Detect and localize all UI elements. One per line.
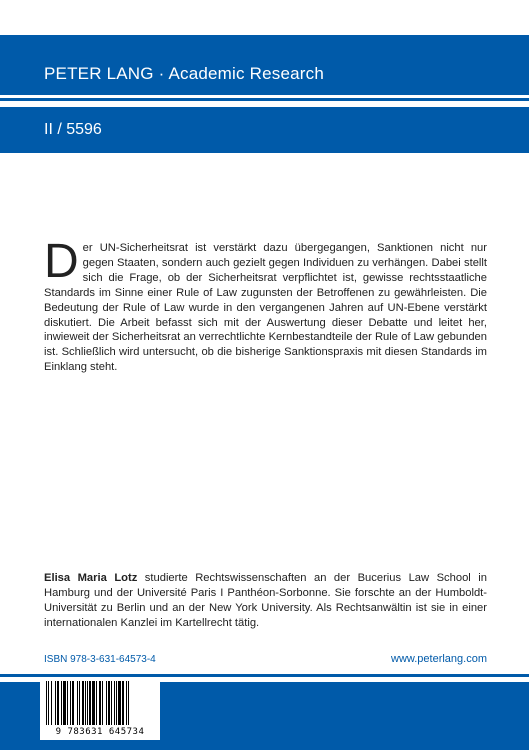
barcode-bar (61, 681, 62, 725)
blurb-text: er UN-Sicherheitsrat ist verstärkt dazu übergegangen, Sanktionen nicht nur gegen Staaten, sondern auch gezielt gegen Individuen zu verhängen. Dabei stellt sich die Frage, ob der Sicherheitsrat verpflichtet ist, gewisse rechtsstaatliche Standards im Sinne einer Rule of Law zugunsten der Betroffenen zu gewährleisten. Die Bedeutung der Rule of Law wurde in den vergangenen Jahren auf UN-Ebene verstärkt diskutiert. Die Arbeit befasst sich mit der Auswertung dieser Debatte und leitet her, inwieweit der Sicherheitsrat an verrechtlichte Kernbestandteile der Rule of Law gebunden ist. Schließlich wird untersucht, ob die bisherige Sanktionspraxis mit diesen Standards im Einklang steht. (44, 242, 487, 374)
book-blurb (44, 235, 487, 375)
series-number: II / 5596 (44, 121, 102, 138)
barcode-bar (99, 681, 101, 725)
footer-divider (0, 674, 529, 677)
barcode-bars (42, 681, 158, 727)
barcode-bar (116, 681, 117, 725)
barcode-bar (46, 681, 47, 725)
header-divider (0, 98, 529, 101)
author-bio (44, 571, 487, 631)
barcode-bar (128, 681, 129, 725)
barcode-bar (79, 681, 80, 725)
barcode-bar (89, 681, 91, 725)
barcode-bar (106, 681, 107, 725)
barcode-bar (67, 681, 68, 725)
barcode-bar (118, 681, 121, 725)
author-name: Elisa Maria Lotz (44, 572, 138, 584)
isbn: ISBN 978-3-631-64573-4 (44, 654, 156, 665)
barcode-bar (70, 681, 71, 725)
barcode-bar (111, 681, 112, 725)
barcode (40, 680, 160, 740)
barcode-digits: 9 783631 645734 (55, 727, 145, 737)
barcode-bar (87, 681, 88, 725)
header-band (0, 35, 529, 95)
barcode-bar (57, 681, 59, 725)
barcode-bar (82, 681, 84, 725)
barcode-bar (126, 681, 127, 725)
author-bio-text: studierte Rechtswissenschaften an der Bucerius Law School in Hamburg und der Université Paris I Panthéon-Sorbonne. Sie forschte an der Humboldt-Universität zu Berlin und an der New York University. Als Rechtsanwältin ist sie in einer internationalen Kanzlei im Kartellrecht tätig. (44, 572, 487, 629)
barcode-bar (96, 681, 97, 725)
drop-cap: D (44, 235, 79, 288)
barcode-bar (72, 681, 74, 725)
barcode-bar (77, 681, 78, 725)
barcode-bar (85, 681, 86, 725)
barcode-bar (122, 681, 124, 725)
barcode-bar (48, 681, 49, 725)
barcode-bar (102, 681, 103, 725)
barcode-bar (114, 681, 115, 725)
barcode-bar (108, 681, 110, 725)
publisher-website-link[interactable]: www.peterlang.com (391, 653, 487, 665)
barcode-bar (92, 681, 95, 725)
barcode-bar (63, 681, 66, 725)
series-band (0, 107, 529, 153)
barcode-bar (51, 681, 52, 725)
barcode-bar (55, 681, 56, 725)
publisher-brand: PETER LANG · Academic Research (44, 64, 324, 83)
